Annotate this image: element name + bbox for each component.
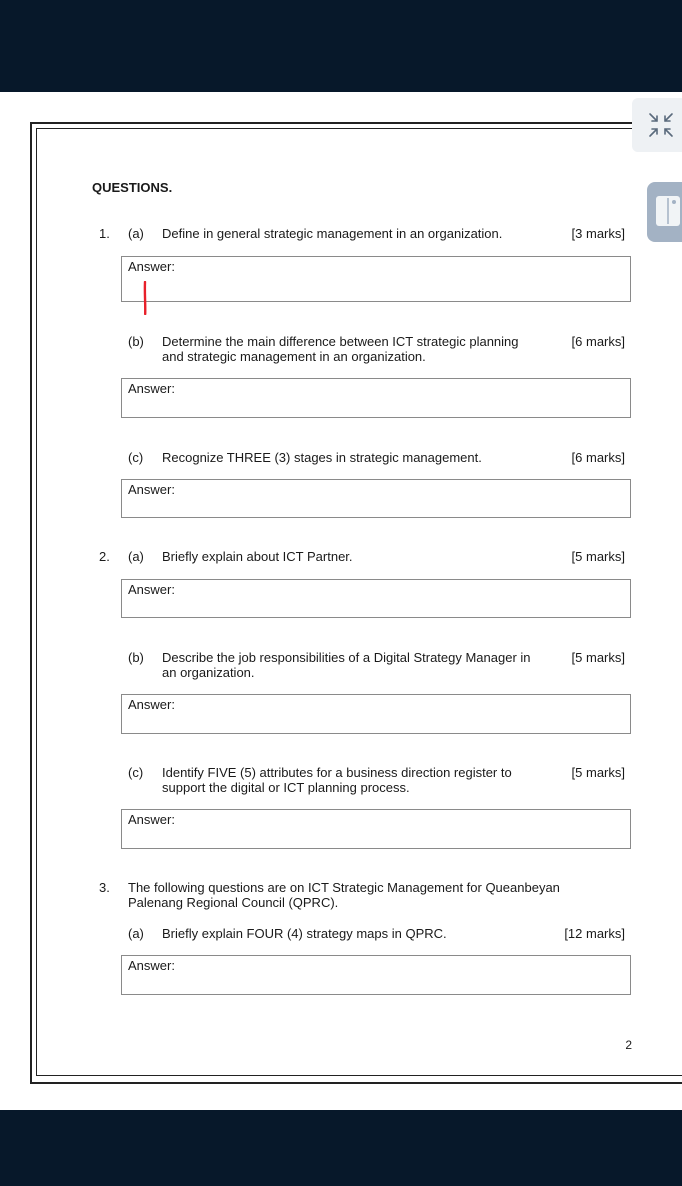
q2b-label: (b) (128, 650, 144, 665)
answer-label: Answer: (128, 582, 175, 597)
collapse-arrows-icon (646, 110, 676, 140)
q2a-answer-box[interactable] (121, 579, 631, 618)
q1b-answer-box[interactable] (121, 378, 631, 418)
answer-label: Answer: (128, 259, 175, 274)
q1c-answer-box[interactable] (121, 479, 631, 518)
answer-label: Answer: (128, 482, 175, 497)
q2c-text-line1: Identify FIVE (5) attributes for a business direction register to (162, 765, 512, 780)
q2b-answer-box[interactable] (121, 694, 631, 734)
question-3-number: 3. (99, 880, 110, 895)
answer-label: Answer: (128, 697, 175, 712)
q3-intro-line1: The following questions are on ICT Strategic Management for Queanbeyan (128, 880, 560, 895)
q2c-answer-box[interactable] (121, 809, 631, 849)
page-number: 2 (625, 1038, 632, 1052)
answer-label: Answer: (128, 958, 175, 973)
open-book-icon (653, 192, 682, 232)
answer-label: Answer: (128, 381, 175, 396)
q2c-text-line2: support the digital or ICT planning process. (162, 780, 410, 795)
q1a-text: Define in general strategic management in an organization. (162, 226, 503, 241)
document-page (0, 92, 682, 1110)
q3a-marks: [12 marks] (564, 926, 625, 941)
q2c-marks: [5 marks] (571, 765, 625, 780)
q1a-answer-box[interactable] (121, 256, 631, 302)
q2a-text: Briefly explain about ICT Partner. (162, 549, 353, 564)
collapse-fullscreen-button[interactable] (632, 98, 682, 152)
q2b-text-line2: an organization. (162, 665, 255, 680)
answer-label: Answer: (128, 812, 175, 827)
red-ink-mark (143, 281, 147, 315)
questions-heading: QUESTIONS. (92, 180, 173, 195)
q2a-label: (a) (128, 549, 144, 564)
q2b-text-line1: Describe the job responsibilities of a Digital Strategy Manager in (162, 650, 531, 665)
q1a-label: (a) (128, 226, 144, 241)
q2b-marks: [5 marks] (571, 650, 625, 665)
q3a-answer-box[interactable] (121, 955, 631, 995)
reader-mode-button[interactable] (647, 182, 682, 242)
q1c-marks: [6 marks] (571, 450, 625, 465)
question-1-number: 1. (99, 226, 110, 241)
q3-intro-line2: Palenang Regional Council (QPRC). (128, 895, 339, 910)
q1b-label: (b) (128, 334, 144, 349)
q3a-label: (a) (128, 926, 144, 941)
q2a-marks: [5 marks] (571, 549, 625, 564)
q1c-text: Recognize THREE (3) stages in strategic management. (162, 450, 482, 465)
q1b-marks: [6 marks] (571, 334, 625, 349)
q3a-text: Briefly explain FOUR (4) strategy maps in QPRC. (162, 926, 447, 941)
q1b-text-line1: Determine the main difference between ICT strategic planning (162, 334, 519, 349)
question-2-number: 2. (99, 549, 110, 564)
q1c-label: (c) (128, 450, 144, 465)
q1a-marks: [3 marks] (571, 226, 625, 241)
q1b-text-line2: and strategic management in an organization. (162, 349, 426, 364)
q2c-label: (c) (128, 765, 144, 780)
